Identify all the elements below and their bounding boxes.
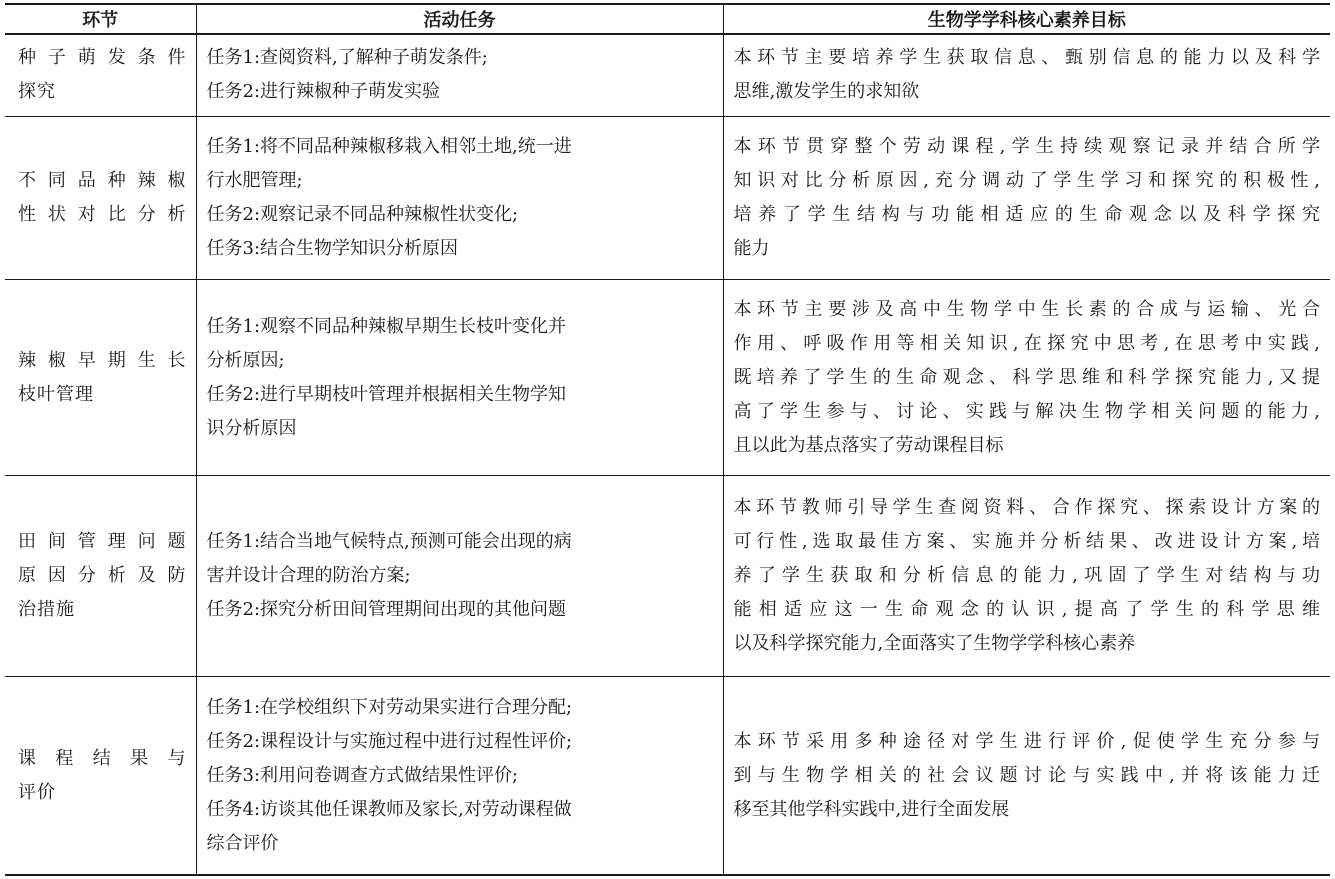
tasks-cell xyxy=(196,116,723,279)
goal-line: 可行性,选取最佳方案、实施并分析结果、改进设计方案,培 xyxy=(733,531,1320,553)
stage-line: 性状对比分析 xyxy=(18,203,187,225)
tasks-cell xyxy=(196,279,723,475)
curriculum-table-container xyxy=(5,3,1330,876)
stage-cell xyxy=(5,279,196,475)
stage-line: 原因分析及防 xyxy=(18,565,187,587)
table-row xyxy=(5,476,1330,677)
task-line: 任务1:将不同品种辣椒移栽入相邻土地,统一进 xyxy=(206,135,572,157)
task-line: 任务1:结合当地气候特点,预测可能会出现的病 xyxy=(206,531,572,553)
goal-line: 移至其他学科实践中,进行全面发展 xyxy=(733,798,1010,820)
goal-line: 本环节教师引导学生查阅资料、合作探究、探索设计方案的 xyxy=(733,497,1320,519)
task-line: 分析原因; xyxy=(206,349,285,371)
goal-line: 培养了学生结构与功能相适应的生命观念以及科学探究 xyxy=(733,203,1320,225)
stage-line: 枝叶管理 xyxy=(18,383,94,405)
goal-line: 本环节主要涉及高中生物学中生长素的合成与运输、光合 xyxy=(733,298,1320,320)
stage-line: 治措施 xyxy=(18,599,75,621)
stage-line: 辣椒早期生长 xyxy=(18,349,187,371)
goal-line: 高了学生参与、讨论、实践与解决生物学相关问题的能力, xyxy=(733,400,1320,422)
stage-line: 评价 xyxy=(18,781,56,803)
goal-line: 既培养了学生的生命观念、科学思维和科学探究能力,又提 xyxy=(733,366,1320,388)
tasks-cell xyxy=(196,476,723,677)
goal-line: 本环节主要培养学生获取信息、甄别信息的能力以及科学 xyxy=(733,47,1320,69)
task-line: 任务1:查阅资料,了解种子萌发条件; xyxy=(206,47,488,69)
goal-line: 能相适应这一生命观念的认识,提高了学生的科学思维 xyxy=(733,599,1320,621)
goal-line: 思维,激发学生的求知欲 xyxy=(733,81,920,103)
task-line: 任务3:利用问卷调查方式做结果性评价; xyxy=(206,764,519,786)
stage-line: 田间管理问题 xyxy=(18,531,187,553)
goal-cell xyxy=(723,279,1330,475)
table-header-row xyxy=(5,4,1330,34)
goal-cell xyxy=(723,476,1330,677)
task-line: 害并设计合理的防治方案; xyxy=(206,565,411,587)
goal-line: 本环节采用多种途径对学生进行评价,促使学生充分参与 xyxy=(733,730,1320,752)
goal-line: 本环节贯穿整个劳动课程,学生持续观察记录并结合所学 xyxy=(733,135,1320,157)
header-stage: 环节 xyxy=(5,4,196,34)
task-line: 任务2:课程设计与实施过程中进行过程性评价; xyxy=(206,730,573,752)
stage-line: 探究 xyxy=(18,81,56,103)
task-line: 任务2:观察记录不同品种辣椒性状变化; xyxy=(206,203,519,225)
stage-cell xyxy=(5,116,196,279)
stage-line: 种子萌发条件 xyxy=(18,47,187,69)
tasks-cell xyxy=(196,34,723,116)
header-goal: 生物学学科核心素养目标 xyxy=(723,4,1330,34)
task-line: 任务2:进行辣椒种子萌发实验 xyxy=(206,81,441,103)
task-line: 任务3:结合生物学知识分析原因 xyxy=(206,237,459,259)
goal-line: 到与生物学相关的社会议题讨论与实践中,并将该能力迁 xyxy=(733,764,1320,786)
table-row xyxy=(5,677,1330,875)
table-row xyxy=(5,34,1330,116)
header-tasks: 活动任务 xyxy=(196,4,723,34)
goal-line: 以及科学探究能力,全面落实了生物学学科核心素养 xyxy=(733,633,1136,655)
task-line: 识分析原因 xyxy=(206,417,297,439)
goal-line: 且以此为基点落实了劳动课程目标 xyxy=(733,434,1004,456)
table-row xyxy=(5,279,1330,475)
task-line: 任务1:观察不同品种辣椒早期生长枝叶变化并 xyxy=(206,315,567,337)
goal-line: 作用、呼吸作用等相关知识,在探究中思考,在思考中实践, xyxy=(733,332,1320,354)
task-line: 行水肥管理; xyxy=(206,169,303,191)
stage-line: 不同品种辣椒 xyxy=(18,169,187,191)
stage-cell xyxy=(5,677,196,875)
stage-cell xyxy=(5,476,196,677)
goal-cell xyxy=(723,677,1330,875)
stage-line: 课程结果与 xyxy=(18,747,187,769)
stage-cell xyxy=(5,34,196,116)
goal-line: 养了学生获取和分析信息的能力,巩固了学生对结构与功 xyxy=(733,565,1320,587)
curriculum-table xyxy=(5,3,1330,876)
task-line: 综合评价 xyxy=(206,832,279,854)
goal-cell xyxy=(723,116,1330,279)
goal-line: 知识对比分析原因,充分调动了学生学习和探究的积极性, xyxy=(733,169,1320,191)
goal-line: 能力 xyxy=(733,237,770,259)
table-row xyxy=(5,116,1330,279)
task-line: 任务1:在学校组织下对劳动果实进行合理分配; xyxy=(206,696,573,718)
tasks-cell xyxy=(196,677,723,875)
task-line: 任务2:探究分析田间管理期间出现的其他问题 xyxy=(206,599,567,621)
goal-cell xyxy=(723,34,1330,116)
task-line: 任务4:访谈其他任课教师及家长,对劳动课程做 xyxy=(206,798,572,820)
task-line: 任务2:进行早期枝叶管理并根据相关生物学知 xyxy=(206,383,567,405)
